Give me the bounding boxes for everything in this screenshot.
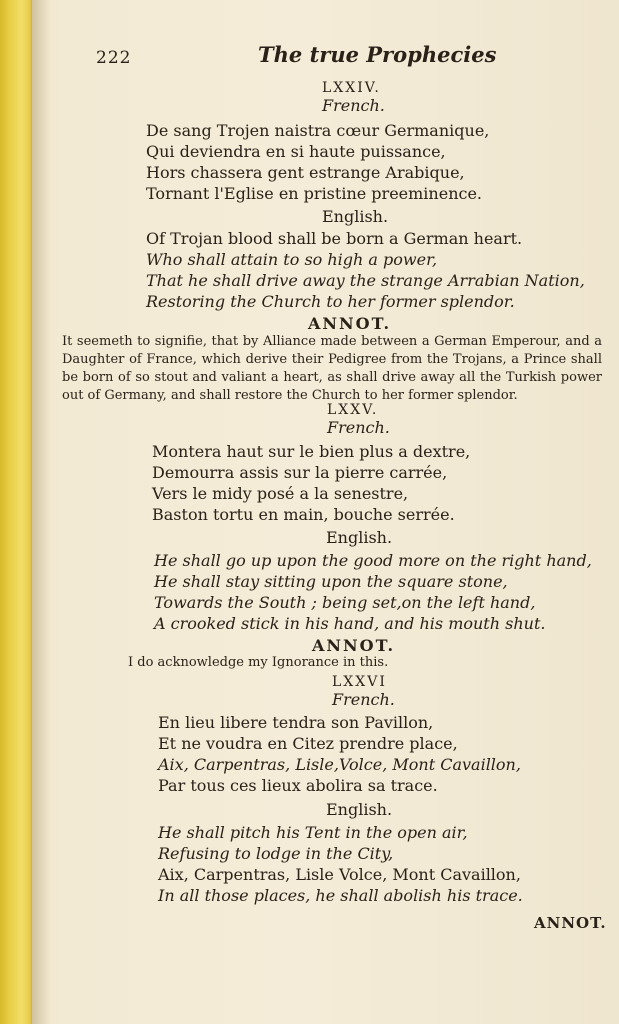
page-content bbox=[40, 0, 615, 1024]
verse-line: Of Trojan blood shall be born a German heart. bbox=[146, 229, 523, 248]
annotation-text: It seemeth to signifie, that by Alliance made between a German Emperour, and a Daughter of France, which derive their Pedigree from the Trojans, a Prince shall be born of so stout and valiant a heart, as shall drive away all the Turkish power out of Germany, and shall restore the Church to her former splendor. bbox=[62, 334, 602, 403]
verse-line: In all those places, he shall abolish his trace. bbox=[158, 886, 523, 905]
page-number: 222 bbox=[96, 48, 132, 68]
quatrain-number: LXXV. bbox=[327, 402, 379, 418]
verse-line: Who shall attain to so high a power, bbox=[146, 250, 438, 269]
verse-line: Qui deviendra en si haute puissance, bbox=[146, 142, 446, 161]
quatrain-number: LXXIV. bbox=[322, 80, 381, 96]
verse-line: Vers le midy posé a la senestre, bbox=[152, 484, 409, 503]
verse-line: Towards the South ; being set,on the left hand, bbox=[154, 593, 536, 612]
verse-line: Et ne voudra en Citez prendre place, bbox=[158, 734, 458, 753]
verse-line: Tornant l'Eglise en pristine preeminence. bbox=[146, 184, 483, 203]
french-label: French. bbox=[322, 96, 385, 115]
verse-line: En lieu libere tendra son Pavillon, bbox=[158, 713, 434, 732]
verse-line: Refusing to lodge in the City, bbox=[158, 844, 394, 863]
verse-line: He shall go up upon the good more on the right hand, bbox=[154, 551, 592, 570]
quatrain-number: LXXVI bbox=[332, 674, 387, 690]
english-label: English. bbox=[322, 207, 389, 226]
english-label: English. bbox=[326, 528, 393, 547]
verse-line: Aix, Carpentras, Lisle,Volce, Mont Cavaillon, bbox=[158, 755, 521, 774]
running-title: The true Prophecies bbox=[258, 42, 497, 67]
verse-line: De sang Trojen naistra cœur Germanique, bbox=[146, 121, 490, 140]
verse-line: Demourra assis sur la pierre carrée, bbox=[152, 463, 448, 482]
verse-line: Par tous ces lieux abolira sa trace. bbox=[158, 776, 438, 795]
verse-line: Hors chassera gent estrange Arabique, bbox=[146, 163, 465, 182]
annotation-heading: ANNOT. bbox=[308, 314, 392, 333]
verse-line: Baston tortu en main, bouche serrée. bbox=[152, 505, 455, 524]
french-label: French. bbox=[332, 690, 395, 709]
verse-line: He shall pitch his Tent in the open air, bbox=[158, 823, 468, 842]
annotation-text: I do acknowledge my Ignorance in this. bbox=[128, 655, 389, 670]
verse-line: He shall stay sitting upon the square stone, bbox=[154, 572, 508, 591]
verse-line: That he shall drive away the strange Arrabian Nation, bbox=[146, 271, 585, 290]
english-label: English. bbox=[326, 800, 393, 819]
verse-line: Montera haut sur le bien plus a dextre, bbox=[152, 442, 471, 461]
verse-line: A crooked stick in his hand, and his mouth shut. bbox=[154, 614, 546, 633]
verse-line: Aix, Carpentras, Lisle Volce, Mont Cavaillon, bbox=[158, 865, 521, 884]
verse-line: Restoring the Church to her former splendor. bbox=[146, 292, 515, 311]
catchword: ANNOT. bbox=[534, 914, 607, 932]
page-edge-gilt bbox=[0, 0, 32, 1024]
annotation-heading: ANNOT. bbox=[312, 636, 396, 655]
french-label: French. bbox=[327, 418, 390, 437]
